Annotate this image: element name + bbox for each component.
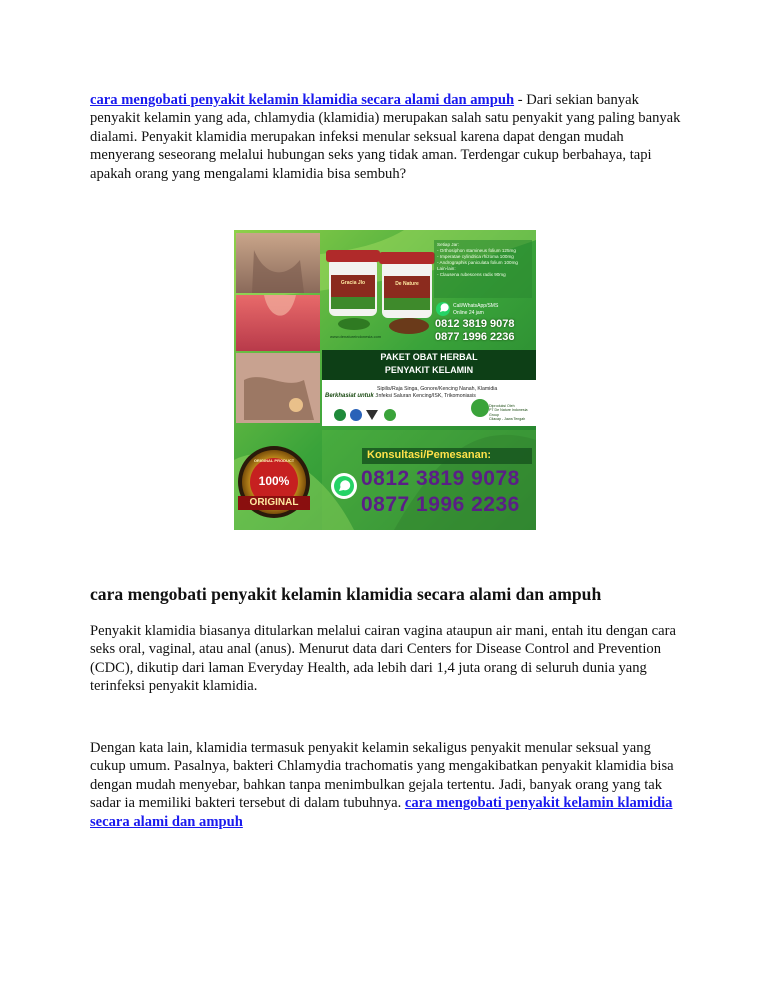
intro-text: - Dari sekian banyak penyakit kelamin yang ada, chlamydia (klamidia) merupakan salah satu penyakit yang paling banyak dialami. Penyakit klamidia merupakan infeksi menular seksual karena dapat dengan mudah menyerang seseorang melalui hubungan seks yang tidak aman. Terdengar cukup berbahaya, tapi apakah orang yang mengalami klamidia bisa sembuh? xyxy=(90,92,681,182)
body-paragraph-2 xyxy=(90,739,682,831)
website-text: www.denatureindonesia.com xyxy=(330,334,382,339)
banner-line-1: PAKET OBAT HERBAL xyxy=(380,352,478,362)
ingredient-item: Lain-lain: xyxy=(437,266,456,271)
body-paragraph-1: Penyakit klamidia biasanya ditularkan melalui cairan vagina ataupun air mani, entah itu dengan cara seks oral, vaginal, atau anal (anus). Menurut data dari Centers for Disease Control and Prevention (CDC), dikutip dari laman Everyday Health, ada lebih dari 1,4 juta orang di seluruh dunia yang terinfeksi penyakit klamidia. xyxy=(90,623,676,695)
contact-sub: Online 24 jam xyxy=(453,310,484,316)
whatsapp-icon xyxy=(436,302,450,316)
ingredient-item: - Clausena rubescens radix 90mg xyxy=(437,272,506,277)
promo-image xyxy=(234,230,536,530)
ingredients-title: Setiap Jar: xyxy=(437,242,459,247)
body-paragraph-2-text: Dengan kata lain, klamidia termasuk penyakit kelamin sekaligus penyakit menular seksual yang cukup umum. Pasalnya, bakteri Chlamydia trachomatis yang mengakibatkan penyakit klamidia bisa dengan mudah menyebar, bahkan tanpa menimbulkan gejala tertentu. Jadi, banyak orang yang tak sadar ia memiliki bakteri tersebut di dalam tubuhnya. xyxy=(90,740,674,812)
intro-link[interactable]: cara mengobati penyakit kelamin klamidia secara alami dan ampuh xyxy=(90,92,515,108)
section-heading: cara mengobati penyakit kelamin klamidia secara alami dan ampuh xyxy=(90,584,602,604)
company-logo xyxy=(471,399,489,417)
benefit-label: Berkhasiat untuk : xyxy=(325,393,378,399)
ingredient-item: - Imperatae cylindrica rhizoma 100mg xyxy=(437,254,514,259)
closing-link[interactable]: cara mengobati penyakit kelamin klamidia secara alami dan ampuh xyxy=(90,795,673,830)
bpom-icon xyxy=(350,409,362,421)
promo-phone-top-2: 0877 1996 2236 xyxy=(435,331,515,343)
intro-paragraph xyxy=(90,91,682,183)
contact-label: Call/WhatsApp/SMS xyxy=(453,303,499,309)
ingredients-list xyxy=(437,242,533,278)
promo-phone-main-2: 0877 1996 2236 xyxy=(361,493,520,516)
benefit-text xyxy=(377,386,535,400)
halal-icon xyxy=(334,409,346,421)
ingredient-item: - Orthosiphon stamineus folium 125mg xyxy=(437,248,516,253)
seal-top-text: ORIGINAL PRODUCT xyxy=(253,458,295,463)
distributor-line-1: Diproduksi Oleh xyxy=(489,404,515,408)
distributor-line-2: PT De Nature Indonesia Group xyxy=(489,408,528,417)
benefit-line-1: Sipilis/Raja Singa, Gonore/Kencing Nanah, Klamidia xyxy=(377,386,498,392)
banner-line-2: PENYAKIT KELAMIN xyxy=(384,365,474,375)
seal-percent: 100% xyxy=(258,474,290,488)
whatsapp-icon-large xyxy=(331,473,357,499)
jar1-label: Gracia Jlo xyxy=(340,280,366,286)
seal-bottom-text: ORIGINAL xyxy=(249,497,299,508)
distributor-text xyxy=(489,404,535,422)
jar2-label: De Nature xyxy=(395,281,419,287)
herbal-icon xyxy=(384,409,396,421)
benefit-line-2: Infeksi Saluran Kencing/ISK, Trikomoniasis xyxy=(377,393,476,399)
promo-phone-main-1: 0812 3819 9078 xyxy=(361,467,520,490)
consult-title: Konsultasi/Pemesanan: xyxy=(367,449,492,461)
ingredient-item: - Andrographis paniculata folium 100mg xyxy=(437,260,518,265)
promo-banner xyxy=(322,351,536,377)
distributor-line-3: Cilacap - Jawa Tengah xyxy=(489,417,526,422)
promo-phone-top-1: 0812 3819 9078 xyxy=(435,318,515,330)
